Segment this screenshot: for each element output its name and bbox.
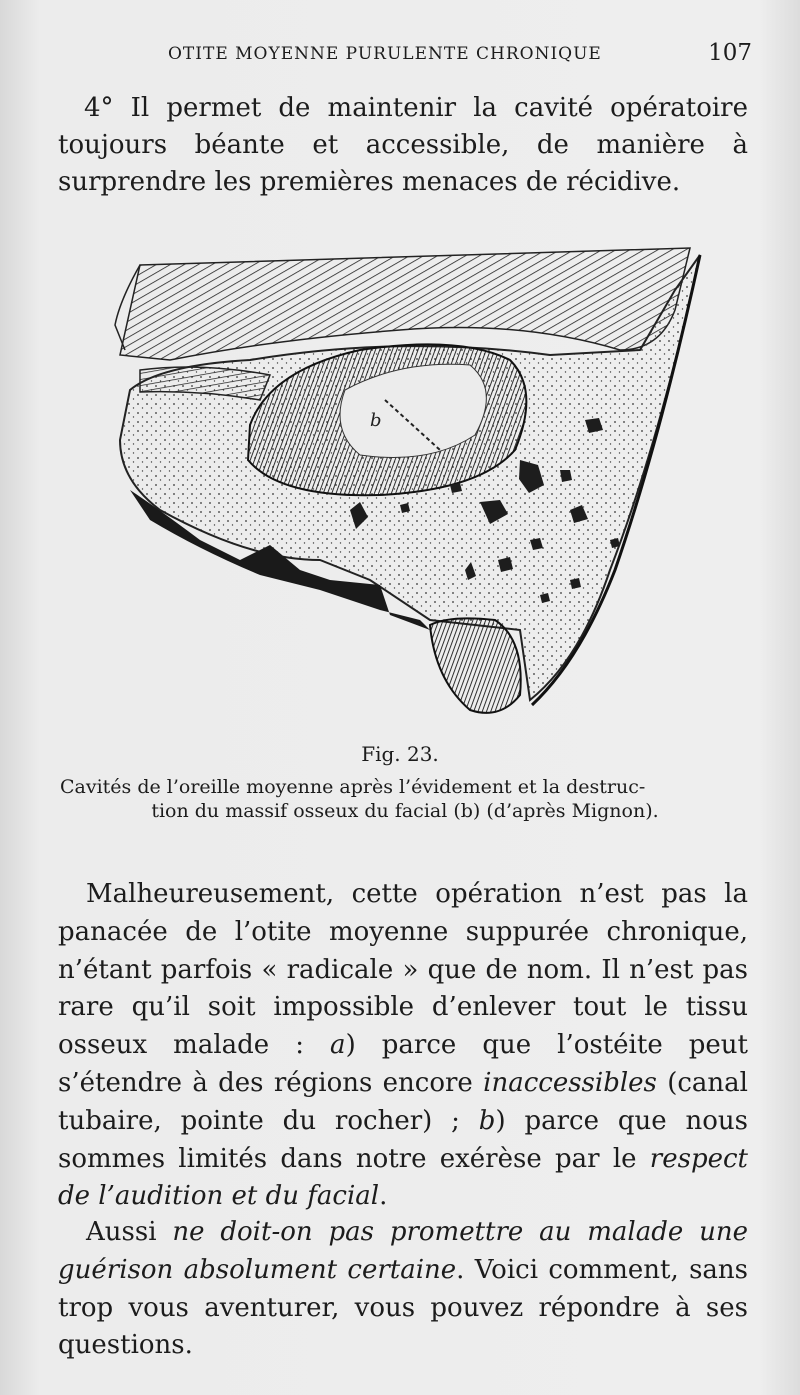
p3-text-a: Aussi [86,1217,173,1247]
bottom-dark-lobe [430,618,521,713]
p2-text-e: (canal tubaire, pointe du rocher) ; [58,1067,748,1136]
caption-line-2: tion du massif osseux du facial (b) (d’après Mignon). [151,800,659,822]
figure-label: Fig. 23. [361,742,439,766]
upper-bone-band [120,248,690,360]
figure-caption [60,775,750,823]
inner-letter-b: b [370,410,382,431]
p2-text-c: ) parce que l’ostéite peut s’étendre à des régions encore [58,1030,748,1098]
page-header [150,40,752,70]
running-title: OTITE MOYENNE PURULENTE CHRONIQUE [168,44,602,64]
p2-text-i: . [379,1181,388,1212]
p2-enum-b: b [478,1105,496,1136]
p2-text-g: ) parce que nous sommes limités dans notre exérèse par le [58,1105,748,1174]
p2-respect: respect de l’audition et du facial [58,1143,748,1212]
paragraph-2 [58,876,748,1216]
paragraph-1: 4° Il permet de maintenir la cavité opératoire toujours béante et accessible, de manière à surprendre les premières menaces de récidive. [58,93,748,197]
page-number: 107 [708,40,752,66]
paragraph-3 [58,1214,748,1365]
p2-text-a: Malheureusement, cette opération n’est pas la panacée de l’otite moyenne suppurée chronique, n’étant parfois « radicale » que de nom. Il n’est pas rare qu’il soit impossible d’enlever tout le tissu osseux malade : [58,879,748,1061]
p2-enum-a: a [330,1030,346,1061]
p3-text-c: . Voici comment, sans trop vous aventurer, vous pouvez répondre à ses questions. [58,1254,749,1361]
caption-line-1: Cavités de l’oreille moyenne après l’évidement et la destruc- [60,776,646,798]
p2-inaccessibles: inaccessibles [483,1067,657,1098]
p3-italic: ne doit-on pas promettre au malade une guérison absolument certaine [58,1217,748,1285]
anatomical-illustration [100,240,710,740]
